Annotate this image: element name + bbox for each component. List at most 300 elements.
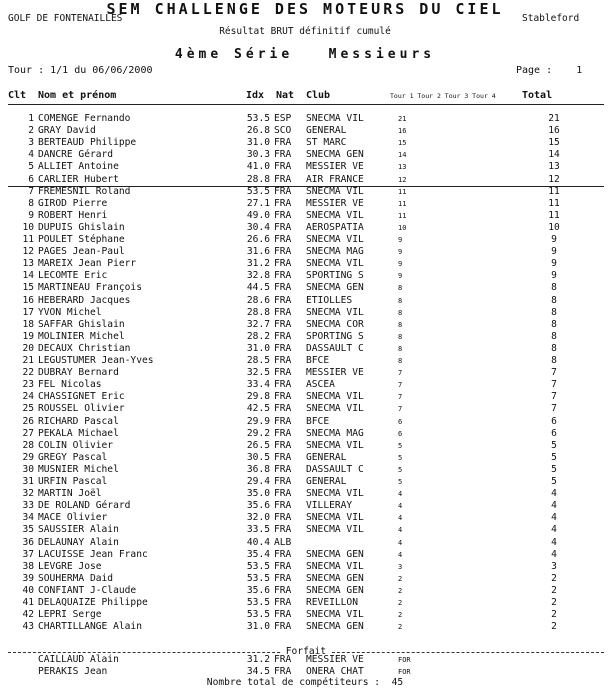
table-row xyxy=(0,149,610,161)
tour1-cell: 8 xyxy=(398,320,403,329)
nationality-cell: FRA xyxy=(274,654,292,665)
table-row xyxy=(0,654,610,666)
index-cell: 32.0 xyxy=(246,512,270,524)
total-cell: 2 xyxy=(551,609,557,621)
name-cell: ALLIET Antoine xyxy=(38,161,119,173)
table-row xyxy=(0,234,610,246)
club-cell: SNECMA COR xyxy=(306,318,364,330)
nationality-cell: ALB xyxy=(274,536,292,548)
nationality-cell: FRA xyxy=(274,209,292,221)
tour1-cell: 8 xyxy=(398,332,403,341)
name-cell: CARLIER Hubert xyxy=(38,173,119,185)
club-cell: SPORTING S xyxy=(306,270,364,282)
table-row xyxy=(0,585,610,597)
name-cell: PAGES Jean-Paul xyxy=(38,246,125,258)
club-cell: BFCE xyxy=(306,355,330,366)
total-cell: 5 xyxy=(551,451,557,463)
club-cell: ASCEA xyxy=(306,379,335,391)
table-row xyxy=(0,174,610,186)
nationality-cell: FRA xyxy=(274,609,292,621)
club-cell: SNECMA VIL xyxy=(306,306,364,318)
rank-cell: 11 xyxy=(22,234,34,245)
total-cell: 9 xyxy=(551,258,557,270)
nationality-cell: FRA xyxy=(274,524,292,536)
nationality-cell: FRA xyxy=(274,500,292,512)
total-cell: 5 xyxy=(551,439,557,451)
name-cell: DUPUIS Ghislain xyxy=(38,221,125,233)
club-cell: SNECMA GEN xyxy=(306,621,364,633)
table-row xyxy=(0,609,610,621)
club-cell: ST MARC xyxy=(306,137,347,149)
index-cell: 32.5 xyxy=(246,367,270,379)
club-cell: DASSAULT C xyxy=(306,463,364,475)
tour1-cell: 13 xyxy=(398,163,407,172)
index-cell: 29.4 xyxy=(246,476,270,487)
table-row xyxy=(0,210,610,222)
index-cell: 32.7 xyxy=(246,318,270,330)
rank-cell: 13 xyxy=(22,258,34,270)
table-row xyxy=(0,452,610,464)
rank-cell: 12 xyxy=(22,246,34,258)
nationality-cell: FRA xyxy=(274,439,292,451)
rank-cell: 32 xyxy=(22,488,34,500)
total-cell: 9 xyxy=(551,246,557,258)
club-cell: SNECMA VIL xyxy=(306,258,364,270)
name-cell: SOUHERMA Daid xyxy=(38,572,114,584)
rank-cell: 4 xyxy=(28,149,34,161)
index-cell: 53.5 xyxy=(246,560,270,572)
table-row xyxy=(0,331,610,343)
table-row xyxy=(0,222,610,234)
rank-cell: 28 xyxy=(22,439,34,451)
name-cell: SAUSSIER Alain xyxy=(38,524,119,536)
name-cell: GIROD Pierre xyxy=(38,197,108,209)
club-cell: SNECMA GEN xyxy=(306,584,364,596)
index-cell: 35.6 xyxy=(246,500,270,512)
index-cell: 35.6 xyxy=(246,584,270,596)
index-cell: 34.5 xyxy=(246,666,270,677)
rank-cell: 36 xyxy=(22,536,34,548)
nationality-cell: FRA xyxy=(274,234,292,245)
tour1-cell: 4 xyxy=(398,502,403,511)
serie-title: 4ème Série Messieurs xyxy=(174,47,436,62)
tour1-cell: 10 xyxy=(398,223,407,232)
tour1-cell: 4 xyxy=(398,514,403,523)
tour1-cell: 7 xyxy=(398,369,403,378)
table-row xyxy=(0,573,610,585)
index-cell: 35.0 xyxy=(246,488,270,500)
table-row xyxy=(0,198,610,210)
table-row xyxy=(0,391,610,403)
rank-cell: 14 xyxy=(22,270,34,282)
rank-cell: 19 xyxy=(22,330,34,342)
index-cell: 31.2 xyxy=(246,258,270,270)
tour1-cell: 6 xyxy=(398,429,403,438)
total-cell: 14 xyxy=(548,149,560,161)
name-cell: LACUISSE Jean Franc xyxy=(38,548,148,560)
total-cell: 4 xyxy=(551,548,557,560)
table-row xyxy=(0,125,610,137)
table-row xyxy=(0,367,610,379)
total-cell: 5 xyxy=(551,476,557,487)
club-cell: SNECMA VIL xyxy=(306,391,364,403)
nationality-cell: FRA xyxy=(274,355,292,366)
nationality-cell: FRA xyxy=(274,306,292,318)
nationality-cell: FRA xyxy=(274,463,292,475)
total-cell: 7 xyxy=(551,379,557,391)
name-cell: COLIN Olivier xyxy=(38,439,114,451)
index-cell: 29.9 xyxy=(246,415,270,427)
rank-cell: 41 xyxy=(22,597,34,608)
nationality-cell: FRA xyxy=(274,294,292,306)
rank-cell: 25 xyxy=(22,403,34,415)
name-cell: LEGUSTUMER Jean-Yves xyxy=(38,355,154,366)
index-cell: 35.4 xyxy=(246,548,270,560)
nationality-cell: FRA xyxy=(274,330,292,342)
name-cell: SAFFAR Ghislain xyxy=(38,318,125,330)
rank-cell: 29 xyxy=(22,451,34,463)
col-nat: Nat xyxy=(276,90,295,101)
tour1-cell: 9 xyxy=(398,248,403,257)
index-cell: 27.1 xyxy=(246,197,270,209)
tour1-cell: 4 xyxy=(398,526,403,535)
name-cell: FEL Nicolas xyxy=(38,379,102,391)
total-cell: 3 xyxy=(551,560,557,572)
club-cell: BFCE xyxy=(306,415,330,427)
index-cell: 53.5 xyxy=(246,609,270,621)
tour1-cell: 7 xyxy=(398,381,403,390)
rank-cell: 15 xyxy=(22,282,34,294)
table-row xyxy=(0,307,610,319)
nationality-cell: FRA xyxy=(274,221,292,233)
name-cell: ROUSSEL Olivier xyxy=(38,403,125,415)
club-cell: MESSIER VE xyxy=(306,654,364,665)
table-row xyxy=(0,621,610,633)
index-cell: 26.8 xyxy=(246,125,270,137)
nationality-cell: FRA xyxy=(274,415,292,427)
formula-label: Stableford xyxy=(522,13,580,24)
club-cell: AEROSPATIA xyxy=(306,221,364,233)
club-cell: SNECMA MAG xyxy=(306,246,364,258)
table-row xyxy=(0,295,610,307)
table-row xyxy=(0,428,610,440)
name-cell: RICHARD Pascal xyxy=(38,415,119,427)
name-cell: GREGY Pascal xyxy=(38,451,108,463)
table-row xyxy=(0,137,610,149)
total-cell: 16 xyxy=(548,125,560,137)
total-cell: 7 xyxy=(551,367,557,379)
nationality-cell: FRA xyxy=(274,488,292,500)
index-cell: 29.8 xyxy=(246,391,270,403)
total-competitors: Nombre total de compétiteurs : 45 xyxy=(206,677,404,688)
club-cell: GENERAL xyxy=(306,451,347,463)
table-row xyxy=(0,186,610,198)
nationality-cell: FRA xyxy=(274,258,292,270)
nationality-cell: FRA xyxy=(274,318,292,330)
table-row xyxy=(0,537,610,549)
name-cell: MUSNIER Michel xyxy=(38,463,119,475)
col-clt: Clt xyxy=(8,90,27,101)
rank-cell: 26 xyxy=(22,415,34,427)
rank-cell: 31 xyxy=(22,476,34,487)
index-cell: 28.5 xyxy=(246,355,270,366)
tour1-cell: 21 xyxy=(398,115,407,123)
total-cell: 8 xyxy=(551,294,557,306)
rank-cell: 27 xyxy=(22,427,34,439)
table-row xyxy=(0,403,610,415)
index-cell: 53.5 xyxy=(246,185,270,197)
page-number: Page : 1 xyxy=(516,65,583,76)
index-cell: 40.4 xyxy=(246,536,270,548)
club-cell: SNECMA VIL xyxy=(306,113,364,124)
tour1-cell: 4 xyxy=(398,538,403,547)
total-cell: 8 xyxy=(551,330,557,342)
tour1-cell: 8 xyxy=(398,296,403,305)
nationality-cell: FRA xyxy=(274,149,292,161)
index-cell: 42.5 xyxy=(246,403,270,415)
golf-club-name: GOLF DE FONTENAILLES xyxy=(8,13,123,24)
total-cell: 4 xyxy=(551,500,557,512)
total-cell: 7 xyxy=(551,403,557,415)
nationality-cell: FRA xyxy=(274,379,292,391)
club-cell: GENERAL xyxy=(306,125,347,137)
tour1-cell: 8 xyxy=(398,308,403,317)
table-row xyxy=(0,282,610,294)
tour1-cell: 3 xyxy=(398,562,403,571)
total-cell: 6 xyxy=(551,415,557,427)
tour1-cell: 5 xyxy=(398,478,403,486)
nationality-cell: FRA xyxy=(274,282,292,294)
total-cell: 8 xyxy=(551,318,557,330)
name-cell: LECOMTE Eric xyxy=(38,270,108,282)
club-cell: SNECMA MAG xyxy=(306,427,364,439)
club-cell: SNECMA VIL xyxy=(306,560,364,572)
club-cell: ONERA CHAT xyxy=(306,666,364,677)
name-cell: MOLINIER Michel xyxy=(38,330,125,342)
table-row xyxy=(0,246,610,258)
index-cell: 28.6 xyxy=(246,294,270,306)
tour1-cell: 9 xyxy=(398,236,403,244)
table-row xyxy=(0,597,610,609)
rank-cell: 24 xyxy=(22,391,34,403)
nationality-cell: FRA xyxy=(274,270,292,282)
name-cell: MARTINEAU François xyxy=(38,282,142,294)
total-cell: 6 xyxy=(551,427,557,439)
rank-cell: 35 xyxy=(22,524,34,536)
nationality-cell: FRA xyxy=(274,584,292,596)
tour1-cell: 14 xyxy=(398,151,407,160)
rank-cell: 9 xyxy=(28,209,34,221)
name-cell: PERAKIS Jean xyxy=(38,666,108,677)
tour1-cell: 4 xyxy=(398,550,403,559)
table-row xyxy=(0,379,610,391)
total-cell: 8 xyxy=(551,282,557,294)
name-cell: LEVGRE Jose xyxy=(38,560,102,572)
header-rule xyxy=(8,104,604,105)
club-cell: MESSIER VE xyxy=(306,367,364,379)
tour1-cell: 8 xyxy=(398,284,403,293)
tour1-cell: 6 xyxy=(398,417,403,426)
table-row xyxy=(0,524,610,536)
nationality-cell: FRA xyxy=(274,342,292,354)
club-cell: SNECMA VIL xyxy=(306,209,364,221)
club-cell: REVEILLON xyxy=(306,597,358,608)
tour1-cell: 5 xyxy=(398,441,403,450)
index-cell: 31.0 xyxy=(246,137,270,149)
index-cell: 26.6 xyxy=(246,234,270,245)
table-row xyxy=(0,549,610,561)
index-cell: 29.2 xyxy=(246,427,270,439)
club-cell: GENERAL xyxy=(306,476,347,487)
club-cell: SNECMA GEN xyxy=(306,282,364,294)
total-cell: 2 xyxy=(551,597,557,608)
name-cell: PEKALA Michael xyxy=(38,427,119,439)
index-cell: 33.4 xyxy=(246,379,270,391)
name-cell: CHARTILLANGE Alain xyxy=(38,621,142,633)
nationality-cell: FRA xyxy=(274,137,292,149)
name-cell: DELAUNAY Alain xyxy=(38,536,119,548)
index-cell: 28.2 xyxy=(246,330,270,342)
rank-cell: 22 xyxy=(22,367,34,379)
rank-cell: 23 xyxy=(22,379,34,391)
table-row xyxy=(0,476,610,488)
nationality-cell: FRA xyxy=(274,572,292,584)
rank-cell: 10 xyxy=(22,221,34,233)
name-cell: YVON Michel xyxy=(38,306,102,318)
forfait-label: Forfait xyxy=(282,646,330,657)
club-cell: SNECMA VIL xyxy=(306,403,364,415)
nationality-cell: FRA xyxy=(274,666,292,677)
total-cell: 11 xyxy=(548,197,560,209)
tour1-cell: 7 xyxy=(398,405,403,414)
name-cell: DE ROLAND Gérard xyxy=(38,500,131,512)
nationality-cell: FRA xyxy=(274,451,292,463)
tour1-cell: 7 xyxy=(398,393,403,402)
col-nom: Nom et prénom xyxy=(38,90,117,101)
index-cell: 41.0 xyxy=(246,161,270,173)
index-cell: 31.0 xyxy=(246,342,270,354)
name-cell: MACE Olivier xyxy=(38,512,108,524)
nationality-cell: FRA xyxy=(274,246,292,258)
name-cell: CONFIANT J-Claude xyxy=(38,584,137,596)
name-cell: MAREIX Jean Pierr xyxy=(38,258,137,270)
rank-cell: 1 xyxy=(28,113,34,124)
rank-cell: 2 xyxy=(28,125,34,137)
club-cell: SNECMA GEN xyxy=(306,572,364,584)
col-total: Total xyxy=(522,90,553,101)
name-cell: URFIN Pascal xyxy=(38,476,108,487)
document-title: SEM CHALLENGE DES MOTEURS DU CIEL xyxy=(106,0,504,18)
index-cell: 30.4 xyxy=(246,221,270,233)
index-cell: 28.8 xyxy=(246,173,270,185)
nationality-cell: FRA xyxy=(274,427,292,439)
club-cell: AIR FRANCE xyxy=(306,173,364,185)
total-cell: 10 xyxy=(548,221,560,233)
rank-cell: 38 xyxy=(22,560,34,572)
rank-cell: 5 xyxy=(28,161,34,173)
index-cell: 28.8 xyxy=(246,306,270,318)
index-cell: 53.5 xyxy=(246,572,270,584)
rank-cell: 18 xyxy=(22,318,34,330)
club-cell: MESSIER VE xyxy=(306,197,364,209)
nationality-cell: FRA xyxy=(274,621,292,633)
index-cell: 31.0 xyxy=(246,621,270,633)
tour1-cell: 16 xyxy=(398,127,407,136)
nationality-cell: FRA xyxy=(274,597,292,608)
index-cell: 30.3 xyxy=(246,149,270,161)
tour1-cell: 4 xyxy=(398,490,403,499)
nationality-cell: SCO xyxy=(274,125,292,137)
rank-cell: 42 xyxy=(22,609,34,621)
total-cell: 8 xyxy=(551,355,557,366)
col-tours: Tour 1 Tour 2 Tour 3 Tour 4 xyxy=(390,92,496,100)
club-cell: SNECMA GEN xyxy=(306,548,364,560)
name-cell: BERTEAUD Philippe xyxy=(38,137,137,149)
rank-cell: 34 xyxy=(22,512,34,524)
total-cell: 15 xyxy=(548,137,560,149)
table-row xyxy=(0,488,610,500)
name-cell: DELAQUAIZE Philippe xyxy=(38,597,148,608)
table-row xyxy=(0,561,610,573)
tour1-cell: 8 xyxy=(398,344,403,353)
index-cell: 31.2 xyxy=(246,654,270,665)
nationality-cell: FRA xyxy=(274,512,292,524)
total-cell: 4 xyxy=(551,524,557,536)
tour1-cell: 2 xyxy=(398,586,403,595)
name-cell: HEBERARD Jacques xyxy=(38,294,131,306)
tour1-cell: 15 xyxy=(398,139,407,148)
rank-cell: 30 xyxy=(22,463,34,475)
tour1-cell: 12 xyxy=(398,175,407,184)
name-cell: DUBRAY Bernard xyxy=(38,367,119,379)
index-cell: 36.8 xyxy=(246,463,270,475)
name-cell: ROBERT Henri xyxy=(38,209,108,221)
nationality-cell: FRA xyxy=(274,548,292,560)
rank-cell: 40 xyxy=(22,584,34,596)
tour1-cell: 11 xyxy=(398,211,407,220)
tour1-cell: 5 xyxy=(398,453,403,462)
rank-cell: 43 xyxy=(22,621,34,633)
name-cell: POULET Stéphane xyxy=(38,234,125,245)
index-cell: 33.5 xyxy=(246,524,270,536)
total-cell: 4 xyxy=(551,512,557,524)
nationality-cell: ESP xyxy=(274,113,292,124)
club-cell: SNECMA VIL xyxy=(306,512,364,524)
index-cell: 53.5 xyxy=(246,597,270,608)
nationality-cell: FRA xyxy=(274,197,292,209)
club-cell: VILLERAY xyxy=(306,500,353,512)
col-idx: Idx xyxy=(246,90,265,101)
rank-cell: 39 xyxy=(22,572,34,584)
index-cell: 44.5 xyxy=(246,282,270,294)
total-cell: 11 xyxy=(548,185,560,197)
index-cell: 49.0 xyxy=(246,209,270,221)
table-row xyxy=(0,500,610,512)
club-cell: SNECMA GEN xyxy=(306,149,364,161)
rank-cell: 8 xyxy=(28,197,34,209)
table-row xyxy=(0,270,610,282)
rank-cell: 37 xyxy=(22,548,34,560)
club-cell: MESSIER VE xyxy=(306,161,364,173)
rank-cell: 6 xyxy=(28,173,34,185)
tour1-cell: 8 xyxy=(398,357,403,365)
index-cell: 53.5 xyxy=(246,113,270,124)
name-cell: DECAUX Christian xyxy=(38,342,131,354)
rank-cell: 20 xyxy=(22,342,34,354)
club-cell: SPORTING S xyxy=(306,330,364,342)
tour1-cell: 2 xyxy=(398,574,403,583)
table-row xyxy=(0,440,610,452)
